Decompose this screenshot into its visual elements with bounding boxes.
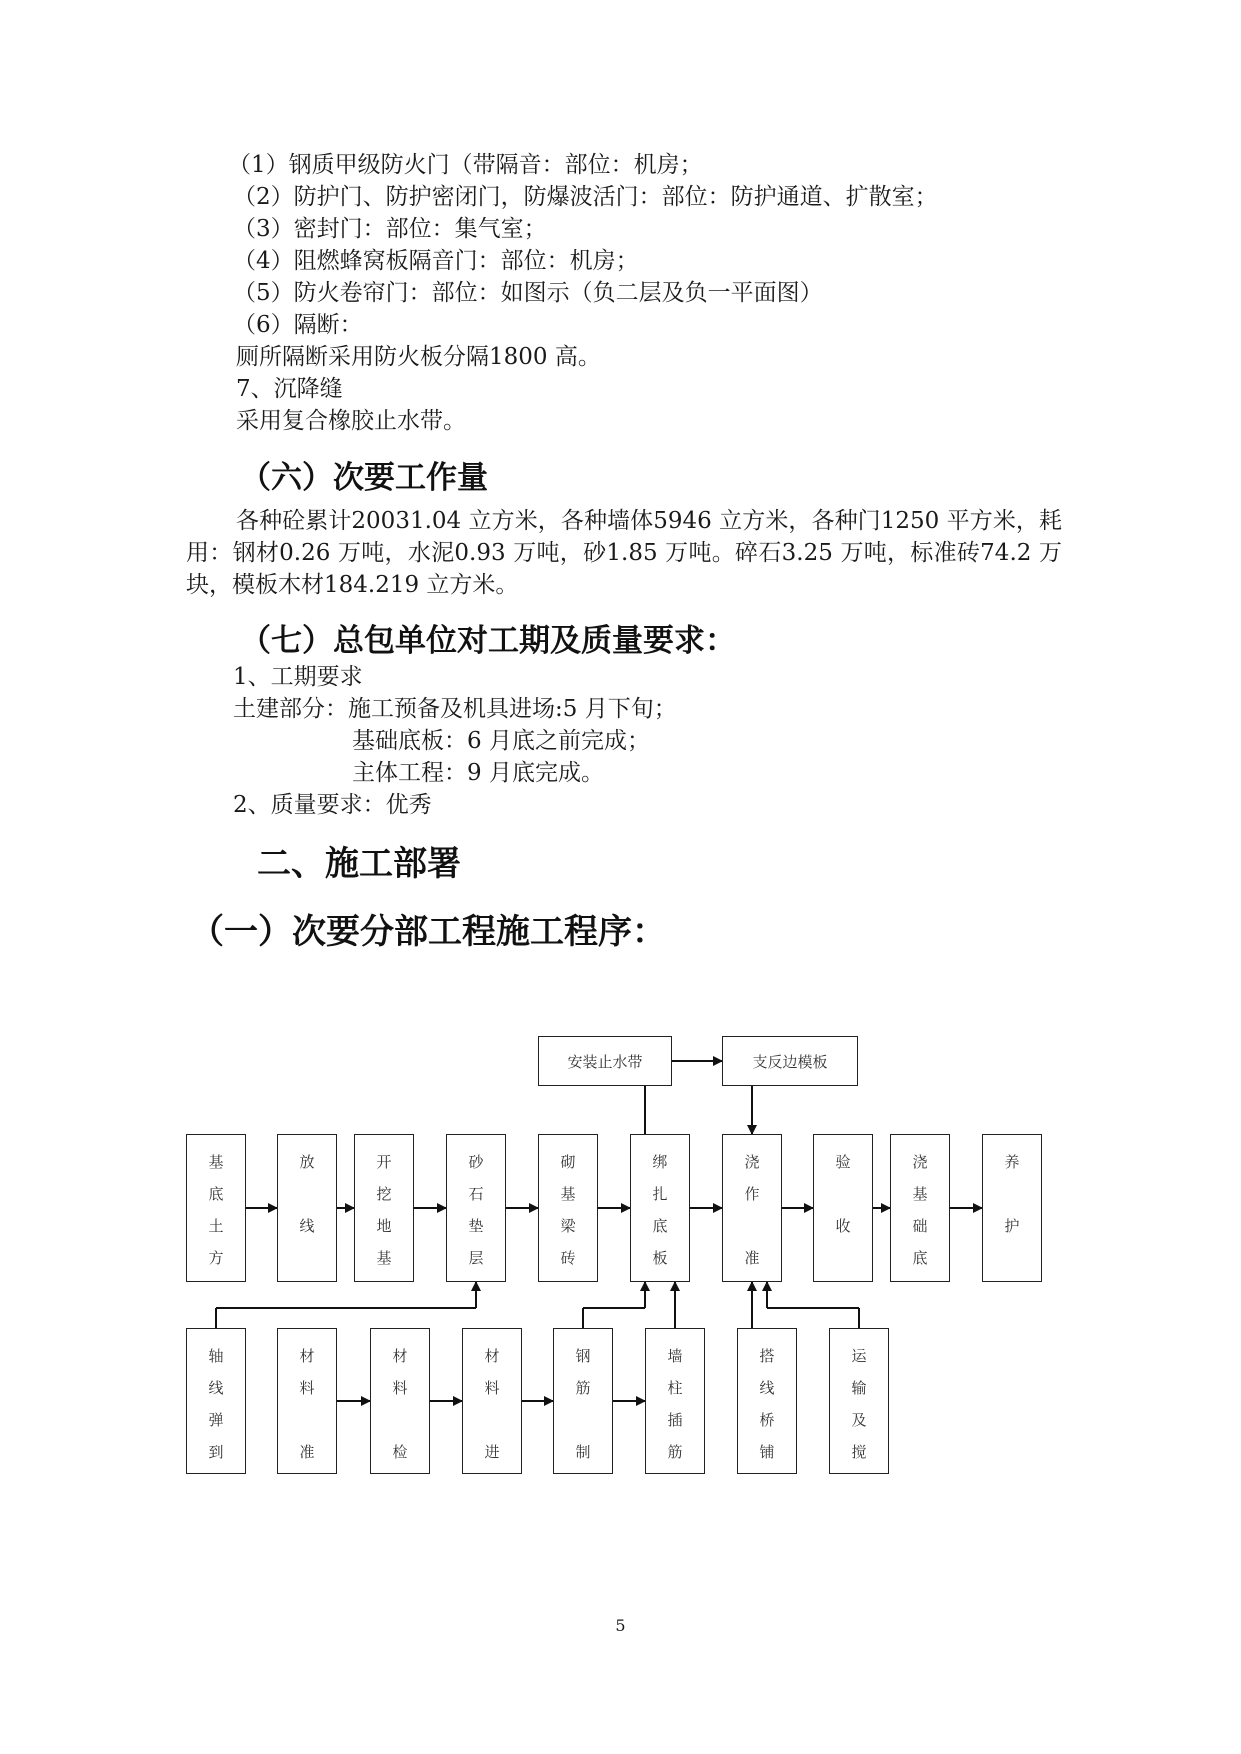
main-box-5-char: 梁 — [560, 1217, 576, 1235]
main-box-9 — [890, 1134, 950, 1282]
schedule-requirement: 1、工期要求 — [233, 664, 363, 690]
bottom-box-1-char: 弹 — [208, 1411, 224, 1429]
section-7-heading: （七）总包单位对工期及质量要求： — [240, 623, 736, 659]
civil-works-line: 土建部分：施工预备及机具进场:5 月下旬； — [233, 696, 677, 722]
list-item-3: （3）密封门：部位：集气室； — [233, 216, 547, 242]
bottom-box-8-char: 搅 — [851, 1443, 867, 1461]
main-box-10 — [982, 1134, 1042, 1282]
main-box-3-char: 地 — [376, 1217, 392, 1235]
main-box-3-char: 开 — [376, 1153, 392, 1171]
bottom-box-7-char: 铺 — [759, 1443, 775, 1461]
bottom-box-3 — [370, 1328, 430, 1474]
bottom-box-5 — [553, 1328, 613, 1474]
main-box-4-char: 石 — [468, 1185, 484, 1203]
main-box-2 — [277, 1134, 337, 1282]
top-box-waterstop-label: 安装止水带 — [567, 1052, 643, 1071]
main-box-4-char: 砂 — [468, 1153, 484, 1171]
main-box-3-char: 基 — [376, 1249, 392, 1267]
bottom-box-7-char: 桥 — [759, 1411, 775, 1429]
bottom-box-1-char: 到 — [208, 1443, 224, 1461]
workload-paragraph: 各种砼累计20031.04 立方米，各种墙体5946 立方米，各种门1250 平方米，耗用：钢材0.26 万吨，水泥0.93 万吨，砂1.85 万吨。碎石3.25 万吨，标准砖74.2 万块，模板木材184.219 立方米。 — [186, 508, 1062, 598]
bottom-box-8-char: 输 — [851, 1379, 867, 1397]
list-item-1: （1）钢质甲级防火门（带隔音：部位：机房； — [228, 152, 703, 178]
bottom-box-2-char: 材 — [299, 1347, 315, 1365]
quality-requirement: 2、质量要求：优秀 — [233, 792, 432, 818]
main-box-9-char: 底 — [912, 1249, 928, 1267]
waterstop-note: 采用复合橡胶止水带。 — [236, 408, 466, 434]
main-box-7 — [722, 1134, 782, 1282]
main-box-6 — [630, 1134, 690, 1282]
main-box-1-char: 底 — [208, 1185, 224, 1203]
main-box-7-char: 作 — [744, 1185, 760, 1203]
bottom-box-1-char: 线 — [208, 1379, 224, 1397]
bottom-box-3-char: 检 — [392, 1443, 408, 1461]
main-box-4-char: 层 — [468, 1249, 484, 1267]
main-box-1-char: 基 — [208, 1153, 224, 1171]
bottom-box-8-char: 运 — [851, 1347, 867, 1365]
main-box-9-char: 基 — [912, 1185, 928, 1203]
main-box-10-char: 护 — [1004, 1217, 1020, 1235]
page-number: 5 — [615, 1616, 626, 1635]
main-box-4 — [446, 1134, 506, 1282]
bottom-box-6 — [645, 1328, 705, 1474]
bottom-box-7-char: 线 — [759, 1379, 775, 1397]
main-box-1 — [186, 1134, 246, 1282]
list-item-5: （5）防火卷帘门：部位：如图示（负二层及负一平面图） — [233, 280, 823, 306]
main-box-3 — [354, 1134, 414, 1282]
bottom-box-6-char: 插 — [667, 1411, 683, 1429]
main-box-6-char: 扎 — [652, 1185, 668, 1203]
main-structure-line: 主体工程：9 月底完成。 — [352, 760, 604, 786]
main-box-4-char: 垫 — [468, 1217, 484, 1235]
main-box-5-char: 砖 — [560, 1249, 576, 1267]
bottom-box-8-char: 及 — [851, 1411, 867, 1429]
main-box-8-char: 验 — [835, 1153, 851, 1171]
main-box-1-char: 方 — [208, 1249, 224, 1267]
main-box-5-char: 砌 — [560, 1153, 576, 1171]
bottom-box-6-char: 筋 — [667, 1443, 683, 1461]
main-box-5 — [538, 1134, 598, 1282]
bottom-box-4 — [462, 1328, 522, 1474]
main-box-8-char: 收 — [835, 1217, 851, 1235]
main-box-2-char: 线 — [299, 1217, 315, 1235]
main-box-3-char: 挖 — [376, 1185, 392, 1203]
bottom-box-5-char: 钢 — [575, 1347, 591, 1365]
top-box-formwork-label: 支反边模板 — [752, 1052, 828, 1071]
top-box-waterstop — [538, 1036, 672, 1086]
section-6-heading: （六）次要工作量 — [240, 460, 488, 496]
main-box-9-char: 浇 — [912, 1153, 928, 1171]
main-box-7-char: 浇 — [744, 1153, 760, 1171]
list-item-2: （2）防护门、防护密闭门，防爆波活门：部位：防护通道、扩散室； — [233, 184, 938, 210]
main-box-1-char: 土 — [208, 1217, 224, 1235]
bottom-box-2-char: 料 — [299, 1379, 315, 1397]
main-box-8 — [813, 1134, 873, 1282]
main-box-2-char: 放 — [299, 1153, 315, 1171]
main-box-10-char: 养 — [1004, 1153, 1020, 1171]
main-box-6-char: 绑 — [652, 1153, 668, 1171]
bottom-box-8 — [829, 1328, 889, 1474]
top-box-formwork — [722, 1036, 858, 1086]
main-box-7-char: 准 — [744, 1249, 760, 1267]
chapter-2-heading: 二、施工部署 — [257, 844, 461, 884]
bottom-box-4-char: 料 — [484, 1379, 500, 1397]
bottom-box-5-char: 制 — [575, 1443, 591, 1461]
list-item-4: （4）阻燃蜂窝板隔音门：部位：机房； — [233, 248, 639, 274]
bottom-box-2-char: 准 — [299, 1443, 315, 1461]
main-box-5-char: 基 — [560, 1185, 576, 1203]
bottom-box-7-char: 搭 — [759, 1347, 775, 1365]
bottom-box-3-char: 料 — [392, 1379, 408, 1397]
list-item-6: （6）隔断： — [233, 312, 363, 338]
bottom-box-1-char: 轴 — [208, 1347, 224, 1365]
bottom-box-4-char: 进 — [484, 1443, 500, 1461]
main-box-9-char: 础 — [912, 1217, 928, 1235]
bottom-box-3-char: 材 — [392, 1347, 408, 1365]
bottom-box-7 — [737, 1328, 797, 1474]
bottom-box-5-char: 筋 — [575, 1379, 591, 1397]
partition-note: 厕所隔断采用防火板分隔1800 高。 — [236, 344, 601, 370]
subsection-1-heading: （一）次要分部工程施工程序： — [190, 912, 666, 952]
bottom-box-1 — [186, 1328, 246, 1474]
bottom-box-6-char: 柱 — [667, 1379, 683, 1397]
bottom-box-4-char: 材 — [484, 1347, 500, 1365]
main-box-6-char: 板 — [652, 1249, 668, 1267]
bottom-box-2 — [277, 1328, 337, 1474]
bottom-box-6-char: 墙 — [667, 1347, 683, 1365]
list-item-7: 7、沉降缝 — [236, 376, 343, 402]
foundation-slab-line: 基础底板：6 月底之前完成； — [352, 728, 650, 754]
main-box-6-char: 底 — [652, 1217, 668, 1235]
